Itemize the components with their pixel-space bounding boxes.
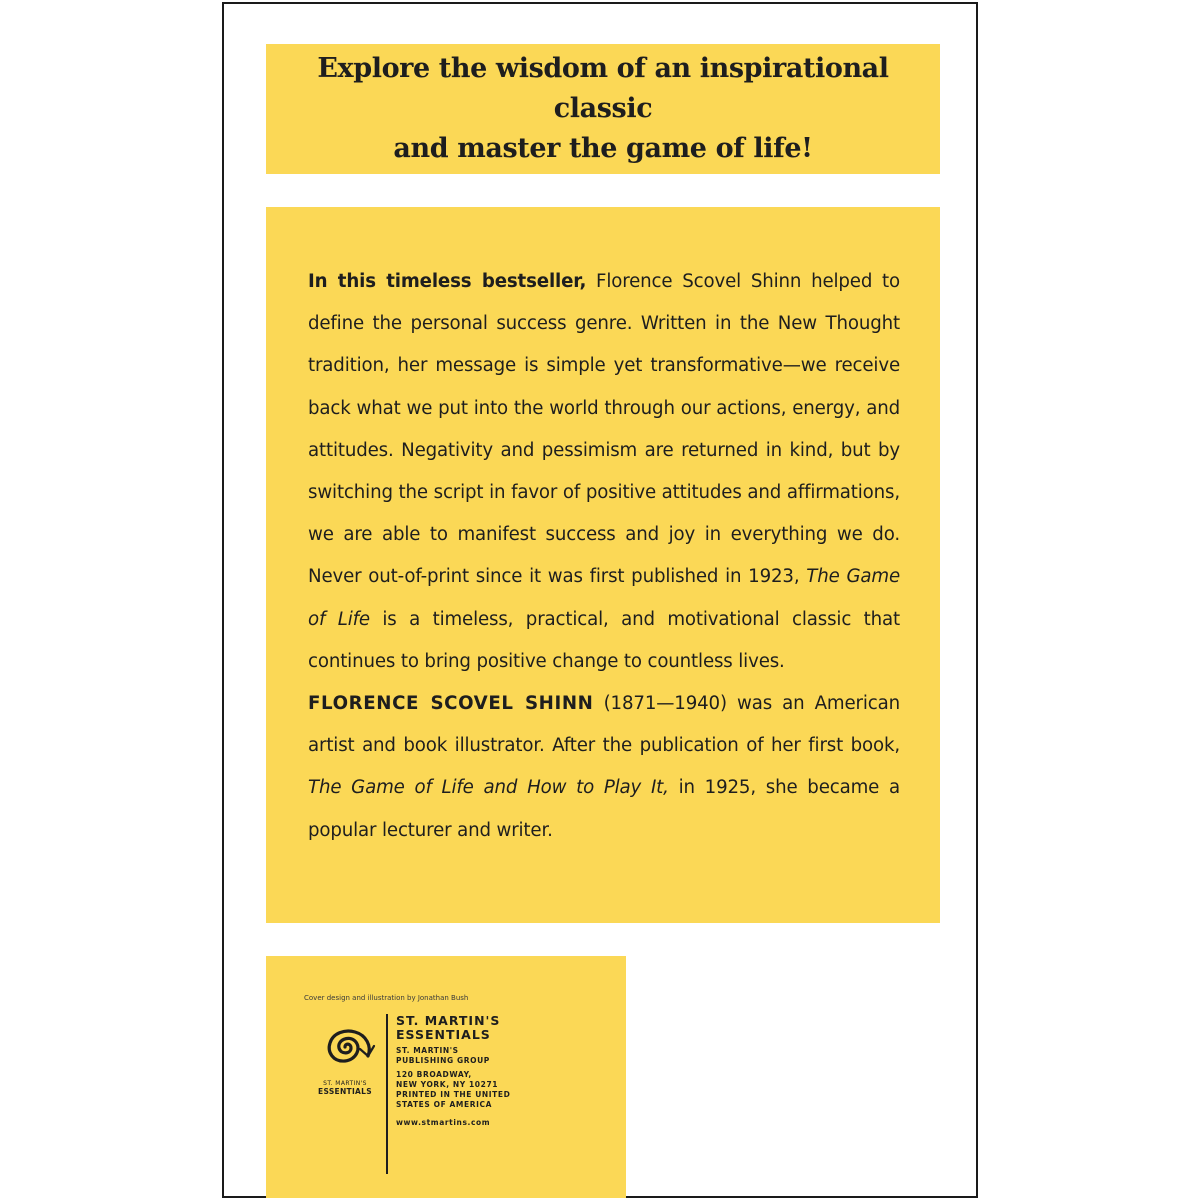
description-paragraph xyxy=(308,261,900,683)
book-back-cover xyxy=(222,2,978,1198)
publishing-group-line-1: ST. MARTIN'S xyxy=(396,1046,459,1055)
author-name: FLORENCE SCOVEL SHINN xyxy=(308,693,594,715)
headline xyxy=(266,49,940,169)
address-line-2: NEW YORK, NY 10271 xyxy=(396,1080,499,1089)
divider-rule xyxy=(386,1014,388,1174)
author-bio-text-2: in 1925, she became a popular lecturer and writer. xyxy=(308,777,900,841)
description-text-1: Florence Scovel Shinn helped to define the personal success genre. Written in the New Thought tradition, her message is simple yet transformative—we receive back what we put into the world through our actions, energy, and attitudes. Negativity and pessimism are returned in kind, but by switching the script in favor of positive attitudes and affirmations, we are able to manifest success and joy in everything we do. Never out-of-print since it was first published in 1923, xyxy=(308,271,900,588)
headline-line-2: and master the game of life! xyxy=(393,133,813,164)
printed-line-2: STATES OF AMERICA xyxy=(396,1100,492,1109)
cover-credit: Cover design and illustration by Jonathan Bush xyxy=(304,994,469,1002)
logo-line-2: ESSENTIALS xyxy=(318,1087,372,1096)
author-bio-text-1: (1871—1940) was an American artist and book illustrator. After the publication of her first book, xyxy=(308,693,900,757)
publisher-logo xyxy=(310,1016,380,1096)
publishing-group-line-2: PUBLISHING GROUP xyxy=(396,1056,490,1065)
description-text-2: is a timeless, practical, and motivational classic that continues to bring positive change to countless lives. xyxy=(308,608,901,672)
imprint-name-line-2: ESSENTIALS xyxy=(396,1027,491,1042)
printed-line-1: PRINTED IN THE UNITED xyxy=(396,1090,511,1099)
description-lead: In this timeless bestseller, xyxy=(308,271,587,292)
author-bio-paragraph xyxy=(308,683,900,852)
first-book-title: The Game of Life and How to Play It, xyxy=(308,777,669,799)
publisher-info xyxy=(396,1014,616,1128)
headline-panel xyxy=(266,44,940,174)
imprint-name-line-1: ST. MARTIN'S xyxy=(396,1013,501,1028)
headline-line-1: Explore the wisdom of an inspirational classic xyxy=(317,53,889,124)
spiral-logo-icon xyxy=(310,1016,380,1078)
logo-line-1: ST. MARTIN'S xyxy=(323,1080,367,1087)
book-title-reference: The Game of Life xyxy=(308,566,900,630)
description-panel xyxy=(266,207,940,923)
publisher-website: www.stmartins.com xyxy=(396,1118,491,1127)
address-line-1: 120 BROADWAY, xyxy=(396,1070,472,1079)
logo-wordmark xyxy=(310,1080,380,1096)
publisher-panel xyxy=(266,956,626,1198)
